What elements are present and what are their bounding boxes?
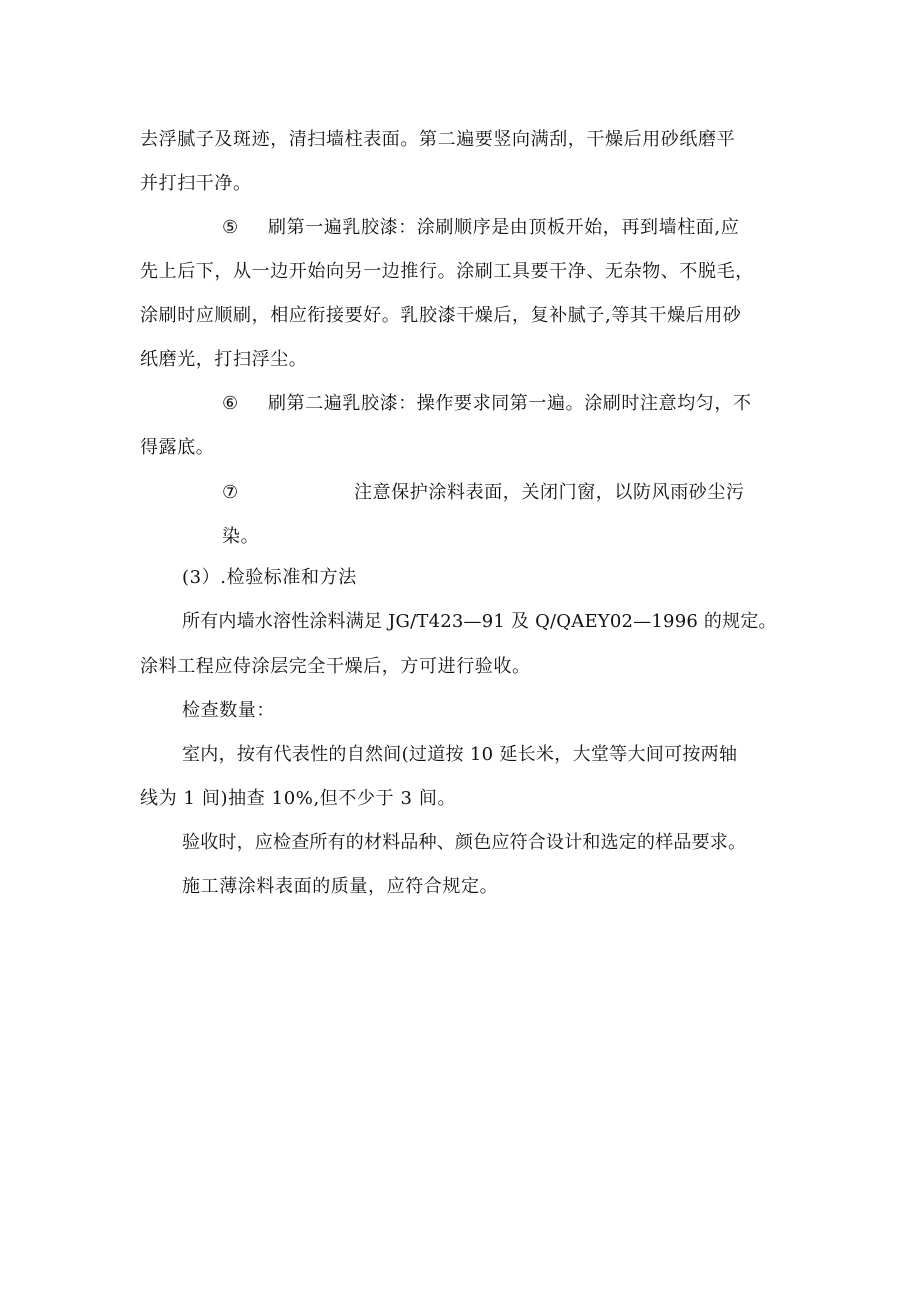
step-6-marker: ⑥	[222, 393, 239, 414]
paragraph-line: 得露底。	[140, 437, 215, 458]
paragraph-line: 先上后下，从一边开始向另一边推行。涂刷工具要干净、无杂物、不脱毛，	[140, 261, 754, 282]
step-7-marker: ⑦	[222, 482, 239, 503]
paragraph-line: 去浮腻子及斑迹，清扫墙柱表面。第二遍要竖向满刮，干燥后用砂纸磨平	[140, 129, 736, 150]
section-heading: (3）.检验标准和方法	[182, 567, 357, 588]
paragraph-line: 线为 1 间)抽查 10%,但不少于 3 间。	[140, 788, 457, 809]
step-6-text: 刷第二遍乳胶漆：操作要求同第一遍。涂刷时注意均匀，不	[268, 393, 752, 414]
step-5-text: 刷第一遍乳胶漆：涂刷顺序是由顶板开始，再到墙柱面,应	[268, 217, 740, 238]
paragraph-line: 并打扫干净。	[140, 173, 252, 194]
paragraph-line: 涂刷时应顺刷，相应衔接要好。乳胶漆干燥后，复补腻子,等其干燥后用砂	[140, 305, 742, 326]
paragraph-line: 验收时，应检查所有的材料品种、颜色应符合设计和选定的样品要求。	[182, 832, 747, 853]
paragraph-line: 所有内墙水溶性涂料满足 JG/T423—91 及 Q/QAEY02—1996 的规定。	[182, 611, 777, 632]
paragraph-line: 纸磨光，打扫浮尘。	[140, 349, 308, 370]
paragraph-line: 室内，按有代表性的自然间(过道按 10 延长米，大堂等大间可按两轴	[182, 744, 738, 765]
paragraph-line: 施工薄涂料表面的质量，应符合规定。	[182, 876, 499, 897]
step-7-text: 注意保护涂料表面，关闭门窗，以防风雨砂尘污	[354, 482, 745, 503]
step-5-marker: ⑤	[222, 217, 239, 238]
paragraph-line: 染。	[222, 526, 260, 547]
paragraph-line: 涂料工程应侍涂层完全干燥后，方可进行验收。	[140, 656, 531, 677]
paragraph-line: 检查数量：	[182, 700, 275, 721]
